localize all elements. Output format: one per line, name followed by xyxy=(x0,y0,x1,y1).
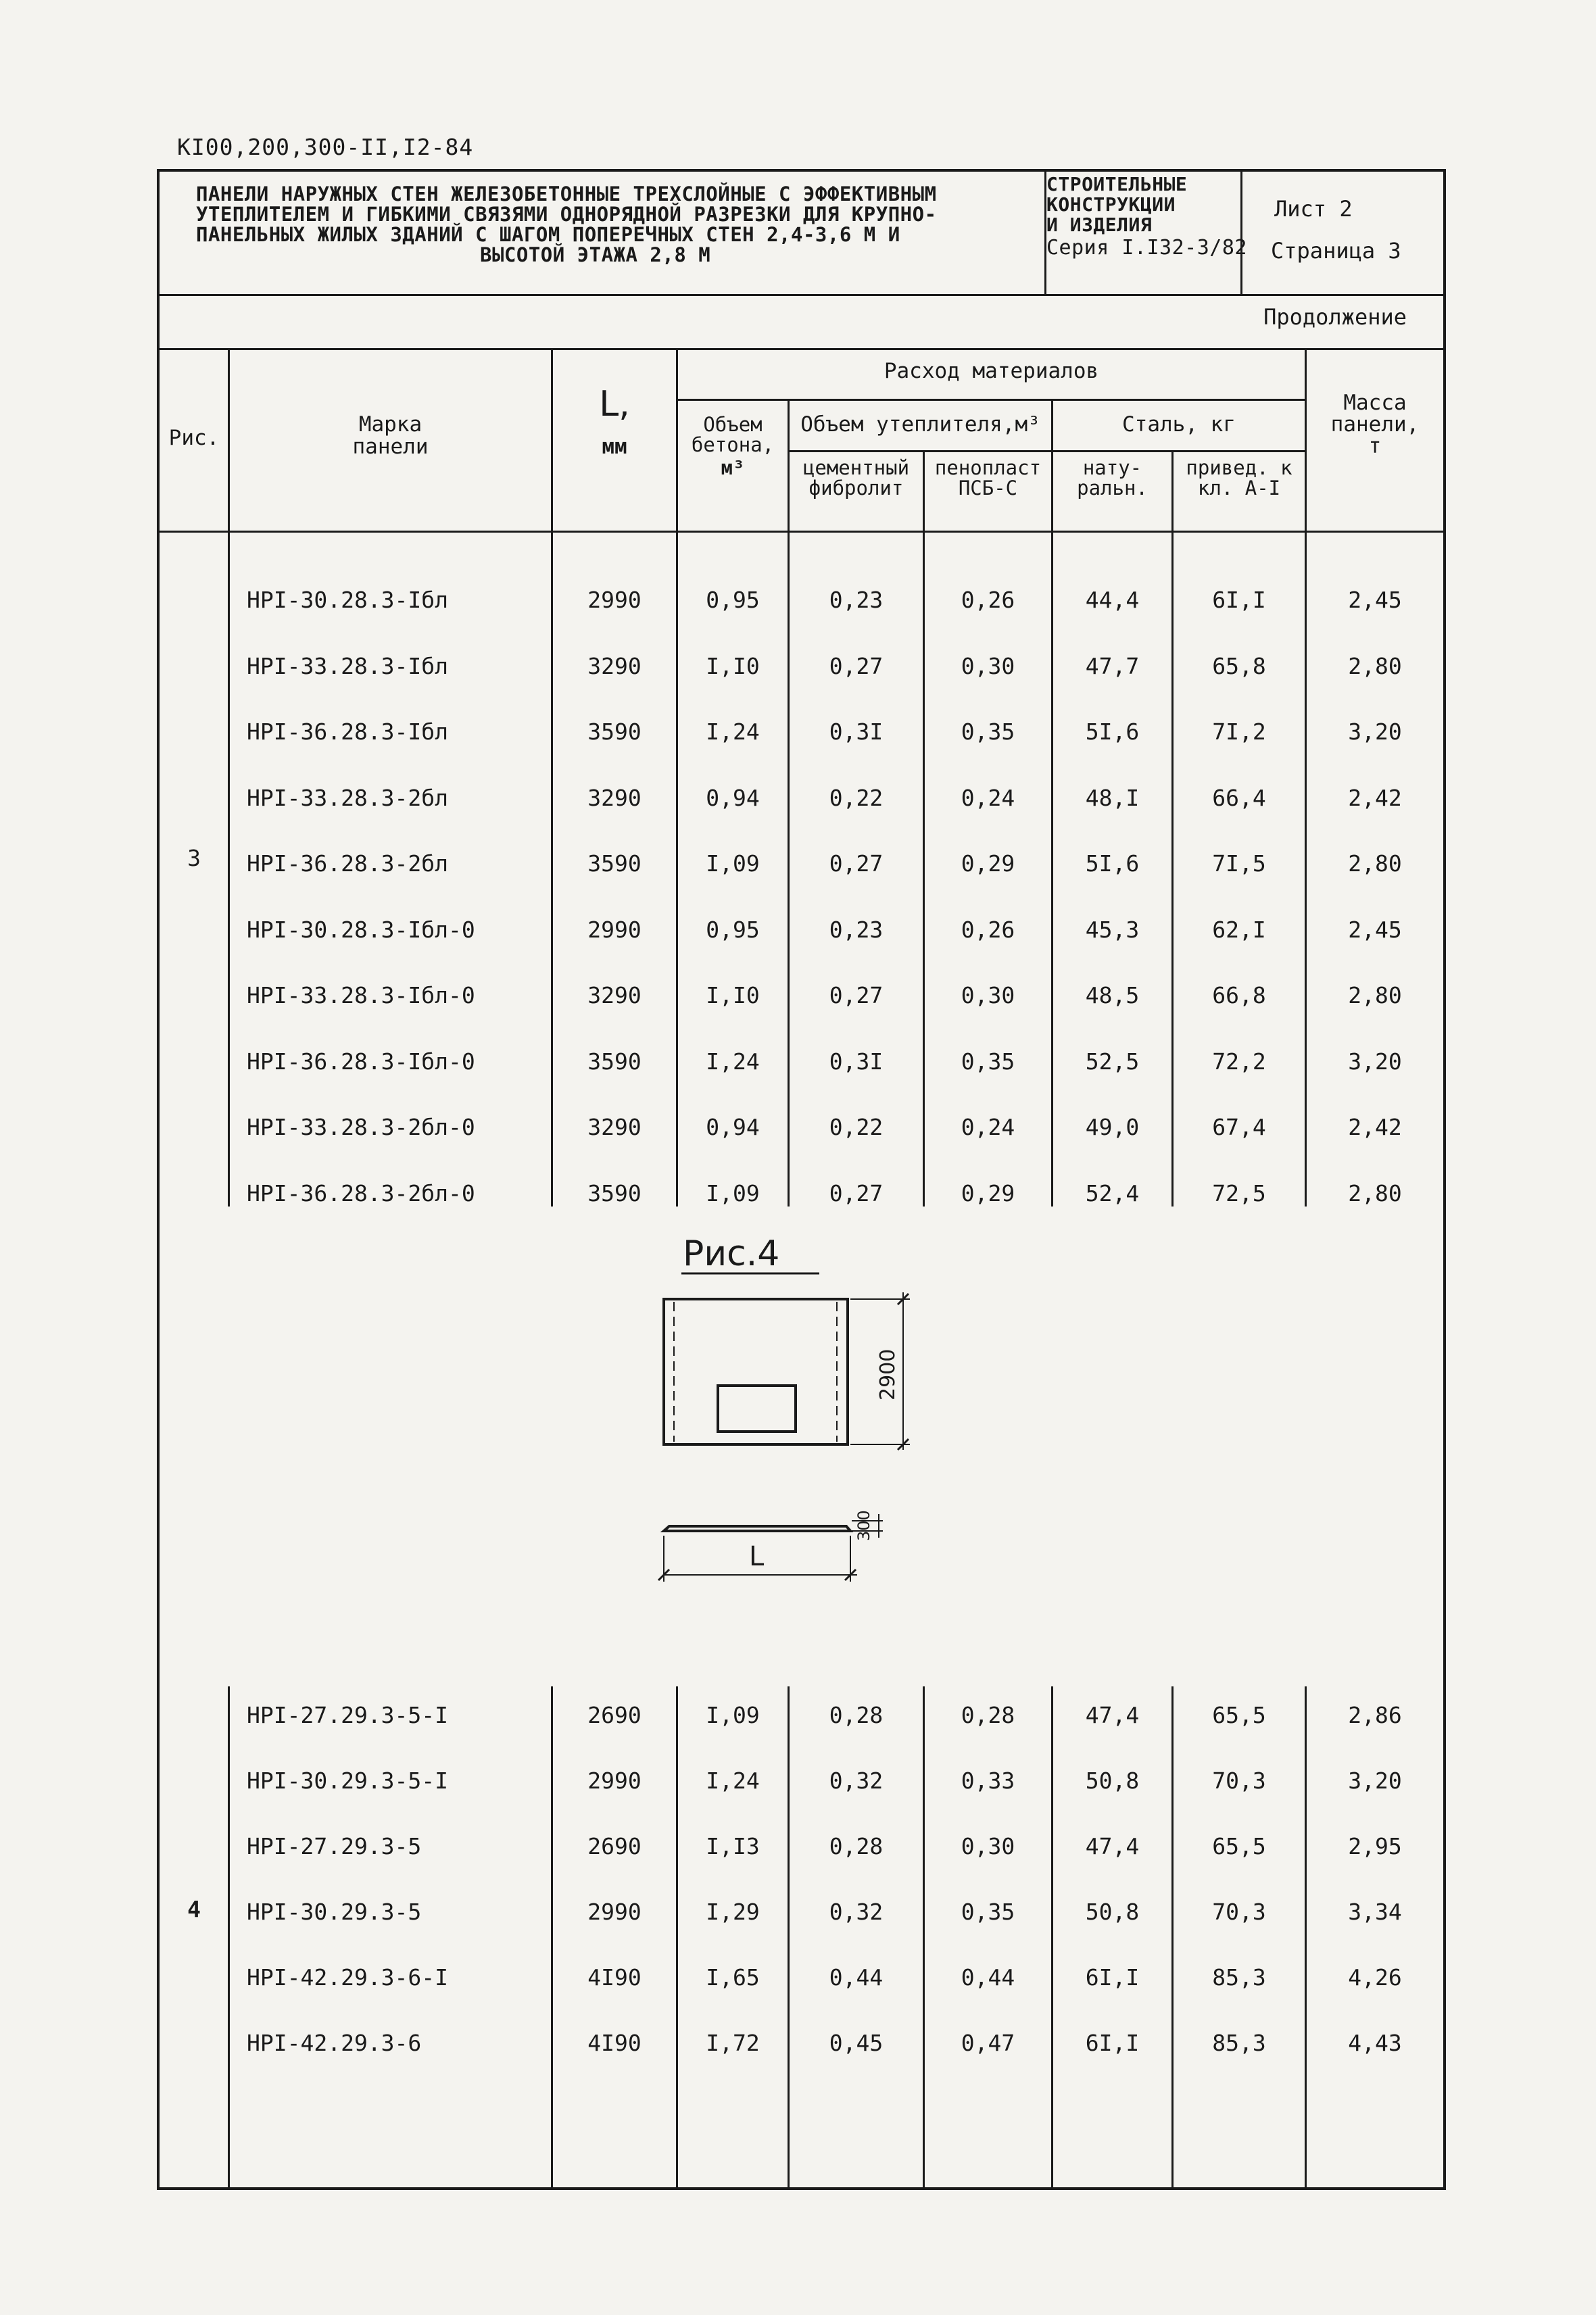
group-4-fig-number: 4 xyxy=(187,1896,201,1922)
cell-cement: 0,23 xyxy=(829,587,884,613)
materials-rule xyxy=(676,399,1305,401)
cell-natural: 47,4 xyxy=(1085,1702,1140,1728)
cell-natural: 48,I xyxy=(1085,784,1140,811)
window-opening xyxy=(718,1386,796,1432)
cell-reduced: 65,5 xyxy=(1212,1702,1266,1728)
cell-cement: 0,45 xyxy=(829,2030,884,2056)
header-reduced-2: кл. А-I xyxy=(1197,477,1281,499)
header-foam-1: пенопласт xyxy=(934,456,1042,479)
cell-cement: 0,3I xyxy=(829,1048,884,1075)
cell-reduced: 67,4 xyxy=(1212,1114,1266,1140)
cell-cement: 0,27 xyxy=(829,850,884,877)
cell-foam: 0,24 xyxy=(961,1114,1015,1140)
cell-concrete: I,I0 xyxy=(706,982,760,1008)
cell-mass: 2,80 xyxy=(1348,982,1402,1008)
cell-natural: 49,0 xyxy=(1085,1114,1140,1140)
cell-concrete: I,I3 xyxy=(706,1833,760,1859)
cell-foam: 0,26 xyxy=(961,916,1015,943)
header-mass-1: Масса xyxy=(1343,391,1407,415)
cell-reduced: 7I,5 xyxy=(1212,850,1266,877)
continuation-bottom-rule xyxy=(157,348,1446,350)
cell-natural: 52,4 xyxy=(1085,1179,1140,1207)
cell-cement: 0,27 xyxy=(829,1179,884,1207)
panel-mark: НРI-33.28.3-2бл-0 xyxy=(247,1114,475,1140)
cell-cement: 0,32 xyxy=(829,1768,884,1794)
document-code: КI00,200,300-II,I2-84 xyxy=(177,134,474,160)
cell-reduced: 6I,I xyxy=(1212,587,1266,613)
cell-L: 4I90 xyxy=(587,1964,642,1991)
cell-foam: 0,30 xyxy=(961,652,1015,679)
panel-mark: НРI-33.28.3-Iбл xyxy=(247,652,449,679)
cell-reduced: 70,3 xyxy=(1212,1768,1266,1794)
g4-col-cement xyxy=(923,1686,925,2190)
cell-foam: 0,24 xyxy=(961,784,1015,811)
cell-foam: 0,29 xyxy=(961,850,1015,877)
cell-L: 2690 xyxy=(587,1833,642,1859)
header-insulation: Объем утеплителя,м³ xyxy=(800,412,1040,437)
height-dimension-label: 2900 xyxy=(876,1348,900,1400)
cell-L: 3290 xyxy=(587,784,642,811)
cell-concrete: 0,95 xyxy=(706,916,760,943)
cell-natural: 52,5 xyxy=(1085,1048,1140,1075)
category-line-3: И ИЗДЕЛИЯ xyxy=(1046,214,1153,236)
header-concrete-3: м³ xyxy=(721,456,745,479)
cell-natural: 6I,I xyxy=(1085,2030,1140,2056)
cell-concrete: I,I0 xyxy=(706,652,760,679)
cell-cement: 0,28 xyxy=(829,1833,884,1859)
header-mass-2: панели, xyxy=(1330,412,1420,437)
thickness-dimension-label: 300 xyxy=(854,1510,873,1541)
cell-cement: 0,27 xyxy=(829,982,884,1008)
header-natural-1: нату- xyxy=(1082,456,1142,479)
cell-L: 2990 xyxy=(587,1768,642,1794)
g4-col-steel xyxy=(1305,1686,1307,2190)
cell-mass: 3,20 xyxy=(1348,1768,1402,1794)
cell-concrete: I,24 xyxy=(706,1048,760,1075)
header-bottom-rule xyxy=(157,531,1446,533)
cell-mass: 2,95 xyxy=(1348,1833,1402,1859)
cell-L: 3590 xyxy=(587,1048,642,1075)
cell-foam: 0,28 xyxy=(961,1702,1015,1728)
panel-mark: НРI-42.29.3-6 xyxy=(247,2030,422,2056)
cell-L: 3290 xyxy=(587,982,642,1008)
title-line-1: ПАНЕЛИ НАРУЖНЫХ СТЕН ЖЕЛЕЗОБЕТОННЫЕ ТРЕХСЛОЙНЫЕ С ЭФФЕКТИВНЫМ xyxy=(196,182,937,205)
cell-L: 2990 xyxy=(587,916,642,943)
cell-L: 2690 xyxy=(587,1702,642,1728)
header-natural-2: ральн. xyxy=(1077,477,1148,499)
cell-L: 3290 xyxy=(587,1114,642,1140)
category-line-2: КОНСТРУКЦИИ xyxy=(1046,193,1176,216)
cell-reduced: 65,8 xyxy=(1212,652,1266,679)
cell-mass: 2,86 xyxy=(1348,1702,1402,1728)
cell-mass: 3,20 xyxy=(1348,1048,1402,1075)
cell-foam: 0,26 xyxy=(961,587,1015,613)
figure-4-drawing xyxy=(635,1223,960,1602)
cell-concrete: I,09 xyxy=(706,1179,760,1207)
cell-cement: 0,44 xyxy=(829,1964,884,1991)
cell-mass: 2,45 xyxy=(1348,916,1402,943)
panel-mark: НРI-30.29.3-5-I xyxy=(247,1768,449,1794)
group-3-fig-number: 3 xyxy=(187,845,201,871)
cell-reduced: 7I,2 xyxy=(1212,718,1266,745)
title-line-2: УТЕПЛИТЕЛЕМ И ГИБКИМИ СВЯЗЯМИ ОДНОРЯДНОЙ РАЗРЕЗКИ ДЛЯ КРУПНО- xyxy=(196,203,937,226)
cell-natural: 48,5 xyxy=(1085,982,1140,1008)
header-mark-1: Марка xyxy=(358,412,422,437)
cell-foam: 0,35 xyxy=(961,1899,1015,1925)
panel-mark: НРI-36.28.3-2бл xyxy=(247,850,449,877)
cell-concrete: I,72 xyxy=(706,2030,760,2056)
cell-L: 3590 xyxy=(587,850,642,877)
title-divider-2 xyxy=(1240,169,1242,294)
cell-natural: 6I,I xyxy=(1085,1964,1140,1991)
cell-cement: 0,27 xyxy=(829,652,884,679)
panel-mark: НРI-30.28.3-Iбл-0 xyxy=(247,916,475,943)
cell-concrete: 0,94 xyxy=(706,784,760,811)
g3-col-fig xyxy=(228,531,230,1207)
cell-natural: 44,4 xyxy=(1085,587,1140,613)
header-length-2: мм xyxy=(602,435,627,459)
panel-mark: НРI-36.28.3-Iбл xyxy=(247,718,449,745)
cell-reduced: 62,I xyxy=(1212,916,1266,943)
length-dimension-label: L xyxy=(749,1541,765,1572)
cell-natural: 47,7 xyxy=(1085,652,1140,679)
cell-concrete: I,24 xyxy=(706,1768,760,1794)
page-label: Страница 3 xyxy=(1271,238,1401,264)
title-block-bottom-rule xyxy=(157,294,1446,296)
header-reduced-1: привед. к xyxy=(1186,456,1292,479)
category-line-1: СТРОИТЕЛЬНЫЕ xyxy=(1046,173,1188,195)
cell-natural: 47,4 xyxy=(1085,1833,1140,1859)
cell-cement: 0,22 xyxy=(829,784,884,811)
cell-concrete: I,09 xyxy=(706,1702,760,1728)
cell-reduced: 66,4 xyxy=(1212,784,1266,811)
cell-foam: 0,47 xyxy=(961,2030,1015,2056)
cell-concrete: I,65 xyxy=(706,1964,760,1991)
cell-concrete: I,29 xyxy=(706,1899,760,1925)
g4-col-mark xyxy=(551,1686,553,2190)
cell-reduced: 72,5 xyxy=(1212,1179,1266,1207)
cell-cement: 0,32 xyxy=(829,1899,884,1925)
continuation-label: Продолжение xyxy=(1263,304,1407,330)
cell-mass: 2,42 xyxy=(1348,1114,1402,1140)
cell-foam: 0,30 xyxy=(961,1833,1015,1859)
header-mass-3: т xyxy=(1368,434,1382,458)
panel-mark: НРI-36.28.3-Iбл-0 xyxy=(247,1048,475,1075)
panel-mark: НРI-36.28.3-2бл-0 xyxy=(247,1179,475,1207)
g4-col-length xyxy=(676,1686,678,2190)
cell-foam: 0,35 xyxy=(961,718,1015,745)
cell-mass: 2,80 xyxy=(1348,850,1402,877)
panel-mark: НРI-27.29.3-5-I xyxy=(247,1702,449,1728)
series-label: Серия I.I32-3/82 xyxy=(1046,236,1247,260)
header-materials: Расход материалов xyxy=(884,359,1099,383)
cell-concrete: 0,94 xyxy=(706,1114,760,1140)
g4-col-concrete xyxy=(788,1686,790,2190)
header-foam-2: ПСБ-С xyxy=(958,477,1018,499)
sheet-label: Лист 2 xyxy=(1274,196,1353,222)
cell-cement: 0,28 xyxy=(829,1702,884,1728)
cell-reduced: 66,8 xyxy=(1212,982,1266,1008)
panel-mark: НРI-27.29.3-5 xyxy=(247,1833,422,1859)
header-concrete-2: бетона, xyxy=(691,433,775,456)
subheader-rule xyxy=(788,450,1305,452)
cell-foam: 0,35 xyxy=(961,1048,1015,1075)
cell-concrete: I,24 xyxy=(706,718,760,745)
cell-foam: 0,33 xyxy=(961,1768,1015,1794)
header-steel: Сталь, кг xyxy=(1122,412,1236,437)
cell-mass: 4,26 xyxy=(1348,1964,1402,1991)
cell-reduced: 72,2 xyxy=(1212,1048,1266,1075)
g4-col-natural xyxy=(1171,1686,1174,2190)
cell-mass: 2,80 xyxy=(1348,1179,1402,1207)
panel-mark: НРI-33.28.3-Iбл-0 xyxy=(247,982,475,1008)
header-mark-2: панели xyxy=(352,435,429,459)
g4-col-insulation xyxy=(1051,1686,1053,2190)
cell-natural: 5I,6 xyxy=(1085,850,1140,877)
panel-mark: НРI-33.28.3-2бл xyxy=(247,784,449,811)
panel-mark: НРI-42.29.3-6-I xyxy=(247,1964,449,1991)
cell-L: 2990 xyxy=(587,1899,642,1925)
cell-mass: 2,45 xyxy=(1348,587,1402,613)
cell-natural: 45,3 xyxy=(1085,916,1140,943)
header-concrete-1: Объем xyxy=(703,413,763,436)
cell-concrete: 0,95 xyxy=(706,587,760,613)
panel-front-outline xyxy=(664,1299,848,1444)
cell-mass: 3,34 xyxy=(1348,1899,1402,1925)
cell-foam: 0,29 xyxy=(961,1179,1015,1207)
cell-concrete: I,09 xyxy=(706,850,760,877)
cell-mass: 4,43 xyxy=(1348,2030,1402,2056)
header-cement-2: фибролит xyxy=(808,477,904,499)
cell-L: 4I90 xyxy=(587,2030,642,2056)
cell-reduced: 70,3 xyxy=(1212,1899,1266,1925)
cell-foam: 0,44 xyxy=(961,1964,1015,1991)
cell-reduced: 65,5 xyxy=(1212,1833,1266,1859)
cell-L: 2990 xyxy=(587,587,642,613)
panel-mark: НРI-30.29.3-5 xyxy=(247,1899,422,1925)
panel-mark: НРI-30.28.3-Iбл xyxy=(247,587,449,613)
cell-foam: 0,30 xyxy=(961,982,1015,1008)
cell-natural: 5I,6 xyxy=(1085,718,1140,745)
title-line-3: ПАНЕЛЬНЫХ ЖИЛЫХ ЗДАНИЙ С ШАГОМ ПОПЕРЕЧНЫХ СТЕН 2,4-3,6 М И xyxy=(196,223,900,246)
cell-cement: 0,23 xyxy=(829,916,884,943)
cell-mass: 2,80 xyxy=(1348,652,1402,679)
header-cement-1: цементный xyxy=(802,456,910,479)
cell-mass: 3,20 xyxy=(1348,718,1402,745)
header-length-1: L, xyxy=(599,384,630,424)
g4-col-fig xyxy=(228,1686,230,2190)
header-fig: Рис. xyxy=(168,426,220,450)
cell-L: 3590 xyxy=(587,718,642,745)
cell-reduced: 85,3 xyxy=(1212,2030,1266,2056)
cell-natural: 50,8 xyxy=(1085,1899,1140,1925)
cell-L: 3590 xyxy=(587,1179,642,1207)
cell-L: 3290 xyxy=(587,652,642,679)
title-line-4: ВЫСОТОЙ ЭТАЖА 2,8 М xyxy=(480,243,711,266)
cell-cement: 0,22 xyxy=(829,1114,884,1140)
cell-mass: 2,42 xyxy=(1348,784,1402,811)
cell-cement: 0,3I xyxy=(829,718,884,745)
figure-4-caption: Рис.4 xyxy=(683,1234,780,1274)
cell-natural: 50,8 xyxy=(1085,1768,1140,1794)
cell-reduced: 85,3 xyxy=(1212,1964,1266,1991)
